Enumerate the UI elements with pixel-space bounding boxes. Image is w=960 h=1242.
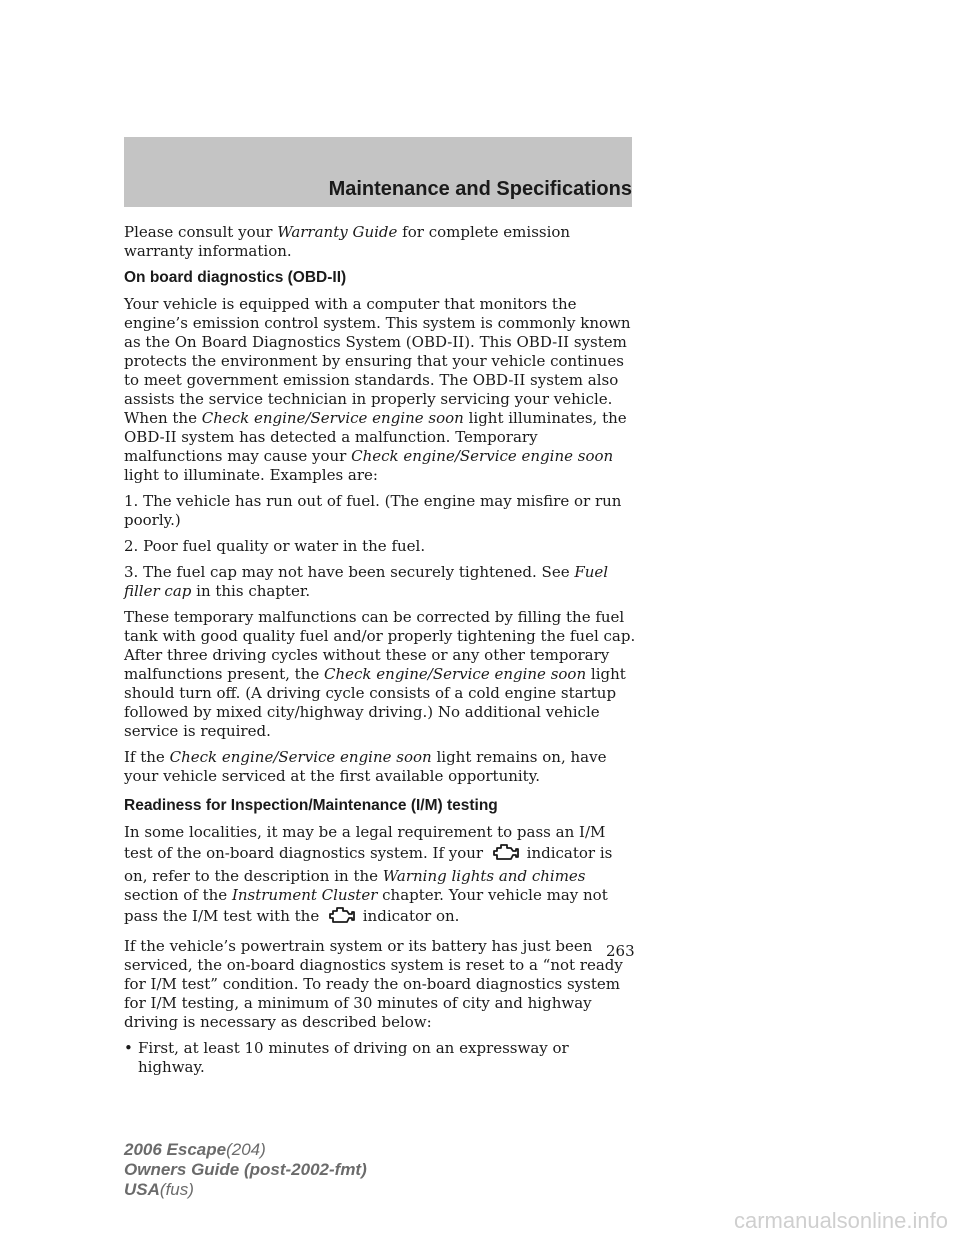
example-item: 1. The vehicle has run out of fuel. (The engine may misfire or run poorly.) [124, 492, 622, 529]
check-engine-reference: Check engine/Service engine soon [201, 409, 464, 427]
example-item: 2. Poor fuel quality or water in the fuel. [124, 537, 426, 555]
text-run: section of the [124, 886, 232, 904]
temporary-malfunctions-paragraph [124, 608, 636, 741]
text-run: In some localities, it may be a legal requirement to pass an I/M test of the on-board diagnostics system. If your [124, 823, 606, 862]
text-run: chapter. Your vehicle may not pass the I/M test with the [124, 886, 608, 925]
footer-guide: Owners Guide (post-2002-fmt) [124, 1160, 367, 1179]
section-title: Maintenance and Specifications [328, 178, 632, 200]
footer [124, 1140, 367, 1200]
check-engine-icon [490, 842, 520, 867]
footer-model: 2006 Escape [124, 1140, 227, 1159]
check-engine-icon [326, 905, 356, 930]
text-run: If the [124, 748, 170, 766]
watermark: carmanualsonline.info [733, 1208, 948, 1233]
text-run: light should turn off. (A driving cycle consists of a cold engine startup followed by mixed city/highway driving.) No additional vehicle service is required. [124, 665, 626, 740]
warranty-guide-reference: Warranty Guide [277, 223, 398, 241]
footer-market: USA [124, 1180, 160, 1199]
list-item [124, 1039, 636, 1077]
check-engine-reference: Check engine/Service engine soon [324, 665, 587, 683]
intro-paragraph [124, 223, 636, 261]
obd-heading: On board diagnostics (OBD-II) [124, 269, 347, 286]
text-run: light to illuminate. Examples are: [124, 466, 378, 484]
readiness-heading: Readiness for Inspection/Maintenance (I/M) testing [124, 797, 498, 814]
example-item [124, 563, 636, 601]
text-run: for complete emission warranty information. [124, 223, 571, 260]
footer-code: (204) [226, 1140, 266, 1159]
page-content [124, 223, 636, 1077]
text-run: 3. The fuel cap may not have been securely tightened. See [124, 563, 575, 581]
text-run: light remains on, have your vehicle serviced at the first available opportunity. [124, 748, 607, 785]
list-item-text: First, at least 10 minutes of driving on an expressway or highway. [138, 1039, 569, 1076]
text-run: light illuminates, the OBD-II system has detected a malfunction. Temporary malfunctions may cause your [124, 409, 627, 465]
fuel-filler-cap-reference: Fuel filler cap [124, 563, 609, 600]
text-run: Please consult your [124, 223, 278, 241]
text-run: indicator on. [357, 907, 460, 925]
bullet-marker: • [124, 1039, 133, 1057]
footer-market-code: (fus) [159, 1180, 194, 1199]
warning-lights-reference: Warning lights and chimes [382, 867, 586, 885]
page-number: 263 [606, 942, 635, 960]
powertrain-paragraph: If the vehicle’s powertrain system or its battery has just been serviced, the on-board diagnostics system is reset to a “not ready for I/M test” condition. To ready the on-board diagnostics system for I/M testing, a minimum of 30 minutes of city and highway driving is necessary as described below: [124, 937, 623, 1031]
text-run: These temporary malfunctions can be corrected by filling the fuel tank with good quality fuel and/or properly tightening the fuel cap. After three driving cycles without these or any other temporary malfunctions present, the [124, 608, 636, 683]
text-run: in this chapter. [191, 582, 311, 600]
footer-line [124, 1160, 367, 1180]
obd-paragraph [124, 295, 636, 485]
instrument-cluster-reference: Instrument Cluster [231, 886, 378, 904]
check-engine-reference: Check engine/Service engine soon [169, 748, 432, 766]
im-testing-paragraph [124, 823, 636, 930]
text-run: Your vehicle is equipped with a computer that monitors the engine’s emission control system. This system is commonly known as the On Board Diagnostics System (OBD-II). This OBD-II system protects the environment by ensuring that your vehicle continues to meet government emission standards. The OBD-II system also assists the service technician in properly servicing your vehicle. When the [124, 295, 631, 427]
text-run: indicator is on, refer to the description in the [124, 844, 613, 885]
footer-line [124, 1180, 367, 1200]
footer-line [124, 1140, 367, 1160]
check-engine-reference: Check engine/Service engine soon [351, 447, 614, 465]
light-remains-paragraph [124, 748, 636, 786]
